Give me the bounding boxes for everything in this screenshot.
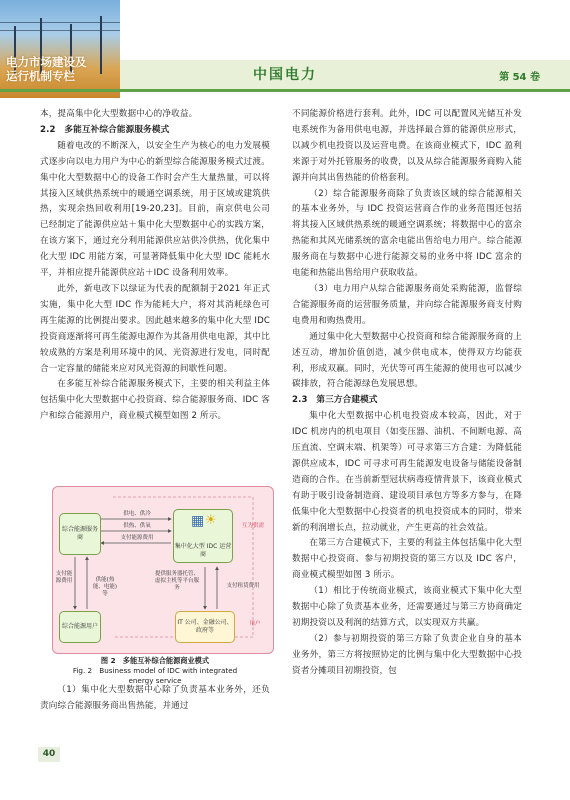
arrow-label: 支付租赁费用	[226, 583, 260, 589]
left-column	[40, 107, 270, 425]
arrow-label: 供电、供冷	[123, 511, 151, 517]
idc-operator-label: 集中化大型 IDC 运营商	[174, 543, 232, 558]
energy-user-box: 综合能源用户	[59, 611, 101, 643]
client-box: IT 公司、金融公司、政府等	[175, 611, 235, 643]
arrow-label: 供能(热能、电能)等	[92, 577, 118, 597]
left-column-bottom	[40, 683, 270, 715]
paragraph: （1）相比于传统商业模式，该商业模式下集中化大型数据中心除了负责基本业务，还需要通过与第三方协商确定初期投资以及利润的结算方式，以实现双方共赢。	[292, 586, 522, 628]
caption-cn: 图 2 多能互补综合能源商业模式	[100, 656, 210, 665]
header-rule	[0, 89, 570, 92]
paragraph: 在多能互补综合能源服务模式下，主要的相关利益主体包括集中化大型数据中心投资商、综合能源服务商、IDC 客户和综合能源用户，商业模式模型如图 2 所示。	[40, 379, 270, 422]
paragraph: （3）电力用户从综合能源服务商处采购能源，监督综合能源服务商的运营服务质量，并向综合能源服务商支付购电费用和购热费用。	[292, 283, 522, 326]
building-icon: ▦	[191, 513, 205, 529]
energy-service-provider-box: 综合能源服务商	[59, 513, 101, 555]
page-number: 40	[38, 747, 60, 762]
caption-en-1: Fig. 2 Business model of IDC with integrated	[72, 666, 238, 675]
paragraph: 通过集中化大型数据中心投资商和综合能源服务商的上述互动，增加价值创造，减少供电成本，使得双方均能获利，形成双赢。同时，光伏等可再生能源的使用也可以减少碳排放，符合能源绿色发展思想。	[292, 331, 522, 390]
volume-label: 第 54 卷	[499, 72, 540, 83]
right-column	[292, 107, 522, 680]
figure-caption	[40, 656, 270, 686]
paragraph: 集中化大型数据中心机电投资成本较高，因此，对于 IDC 机房内的机电项目（如变压器、油机、不间断电源、高压直流、空调末端、机架等）可寻求第三方合建：为降低能源供应成本，IDC 可寻求可再生能源发电设备与储能设备制造商的合作。在当前新型冠状病毒疫情背景下，该商业模式有助于吸引设备制造商、建设项目承包方等多方参与，在降低集中化大型数据中心投资者的机电投资成本的同时，带来新的利润增长点，拉动就业，产生更高的社会效益。	[292, 411, 522, 533]
mutual-label: 互为供需	[241, 523, 264, 529]
paragraph: 随着电改的不断深入，以安全生产为核心的电力发展模式逐步向以电力用户为中心的新型综合能源服务模式过渡。集中化大型数据中心的设备工作时会产生大量热量，可以将其接入区域供热系统中的暖通空调系统，用于区域或建筑供热，实现余热回收利用[19-20,23]。目前，南京供电公司已经制定了能源供应站＋集中化大型数据中心的实践方案，在该方案下，通过充分利用能源供应站供冷供热，优化集中化大型 IDC 用能方案，可显著降低集中化大型 IDC 能耗水平，并相应提升能源供应站＋IDC 设备利用效率。	[40, 140, 270, 279]
section-heading: 2.2 多能互补综合能源服务模式	[40, 124, 170, 135]
solar-icon: ☀	[205, 513, 217, 528]
figure-business-model	[52, 486, 274, 654]
paragraph: 不同能源价格进行套利。此外，IDC 可以配置风光储互补发电系统作为备用供电电源，并选择最合算的能源供应形式，以减少机电投资以及运营电费。在该商业模式下，IDC 盈利来源于对外托管服务的收费，以及从综合能源服务商购入能源并向其出售热能的价格套利。	[292, 109, 522, 183]
section-heading: 2.3 第三方合建模式	[292, 395, 378, 406]
column-title-line2: 运行机制专栏	[6, 69, 75, 83]
arrow-label: 供热、供氧	[123, 523, 151, 529]
paragraph: 在第三方合建模式下，主要的利益主体包括集中化大型数据中心投资商、参与初期投资的第三方以及 IDC 客户，商业模式模型如图 3 所示。	[292, 538, 522, 581]
paragraph: （1）集中化大型数据中心除了负责基本业务外，还负责向综合能源服务商出售热能，并通过	[40, 685, 270, 711]
arrow-label: 支付能源费用	[55, 571, 73, 584]
journal-title: 中国电力	[253, 67, 317, 83]
column-title-line1: 电力市场建设及	[6, 55, 87, 69]
caption-en-2: energy service	[128, 676, 182, 685]
user-label: 用户	[249, 621, 261, 627]
arrow-label: 支付能源费用	[120, 535, 154, 541]
arrow-label: 提供服务器托管、虚拟主机等平台服务	[154, 571, 199, 591]
paragraph: （2）参与初期投资的第三方除了负责企业自身的基本业务外，第三方将按照协定的比例与集中化大型数据中心投资者分摊项目初期投资，包	[292, 633, 522, 676]
paragraph: 本，提高集中化大型数据中心的净收益。	[40, 109, 198, 119]
paragraph: 此外，新电改下以绿证为代表的配额制于2021 年正式实施，集中化大型 IDC 作为能耗大户，将对其消耗绿色可再生能源的比例提出要求。因此越来越多的集中化大型 IDC 投资商逐渐将可再生能源电源作为其备用供电电源，其中比较成熟的方案是利用环境中的风、光资源进行发电，同时配合一定容量的储能来应对风光资源的间歇性问题。	[40, 283, 270, 374]
paragraph: （2）综合能源服务商除了负责该区域的综合能源相关的基本业务外，与 IDC 投资运营商合作的业务范围还包括将其接入区域供热系统的暖通空调系统；将数据中心的富余热能和其风光储系统的富余电能出售给电力用户。综合能源服务商在与数据中心进行能源交易的业务中将 IDC 富余的电能和热能出售给用户获取收益。	[292, 188, 522, 279]
